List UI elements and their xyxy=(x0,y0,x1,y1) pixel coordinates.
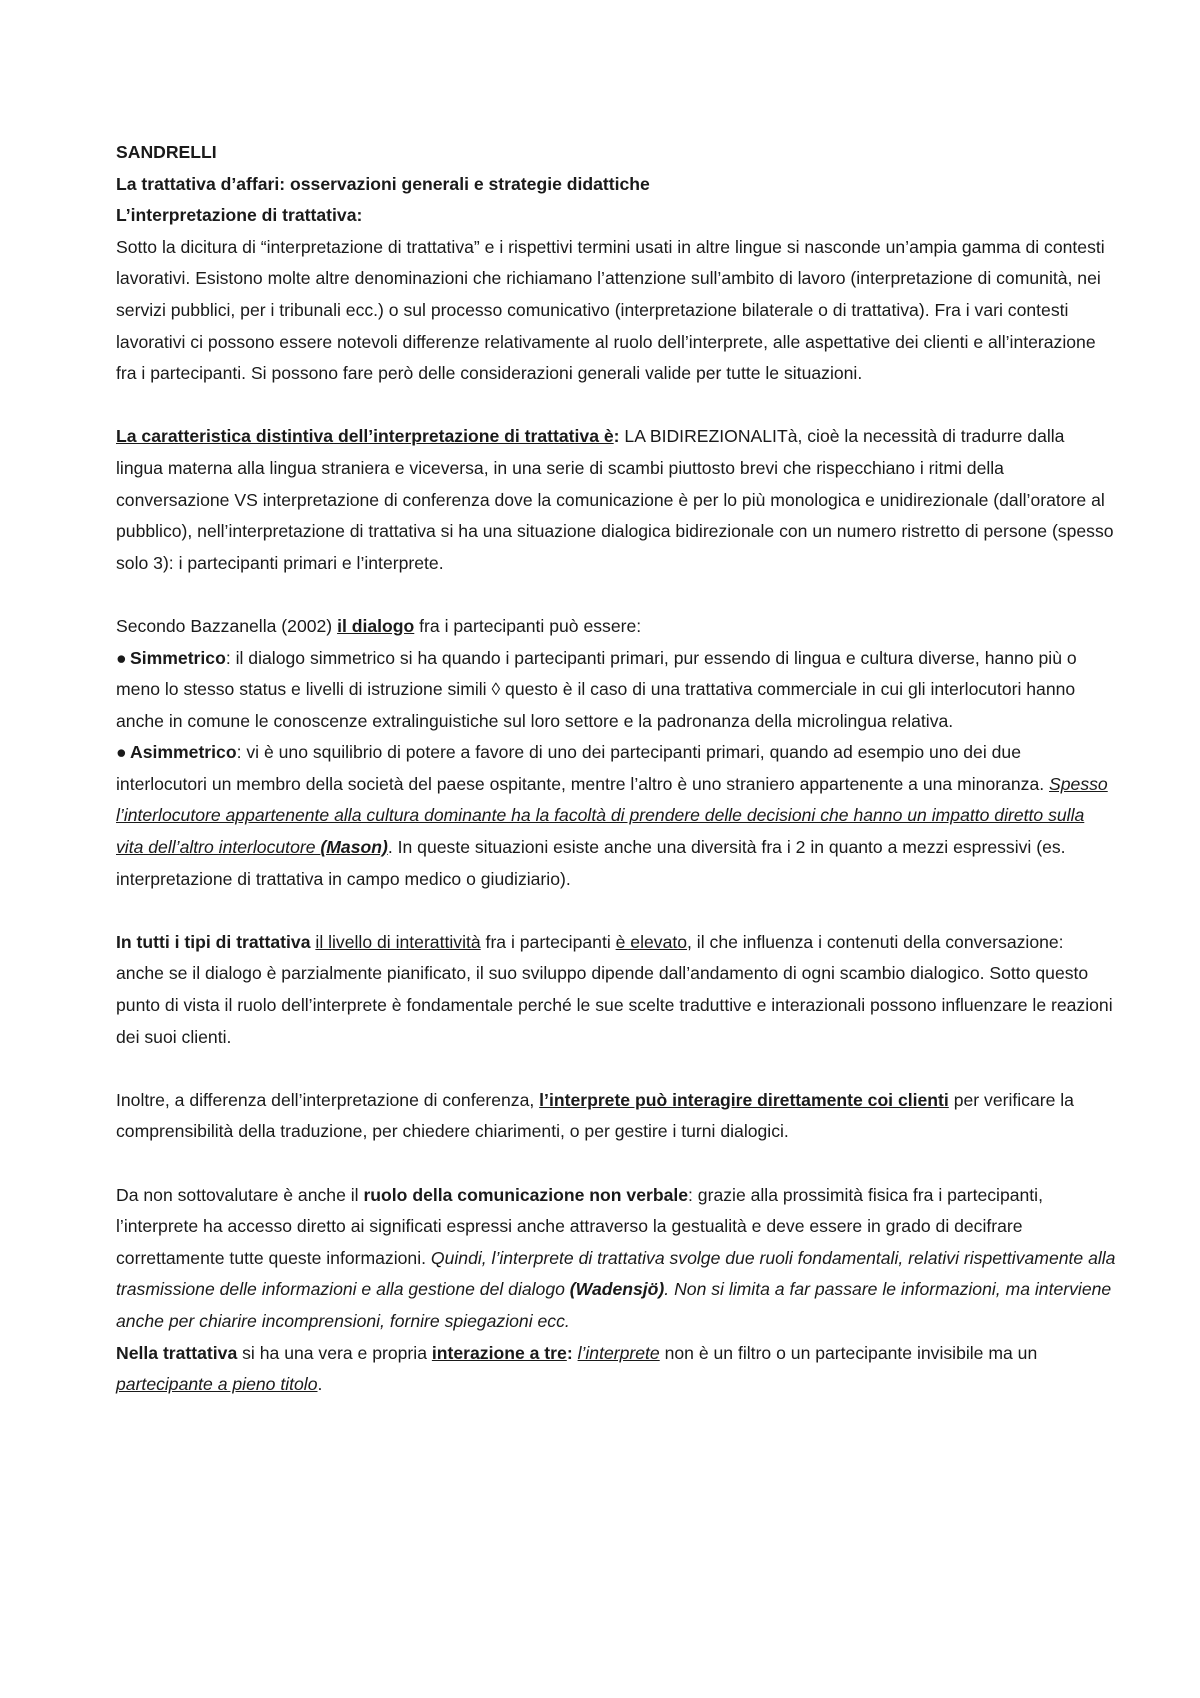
spacer xyxy=(116,390,1116,422)
paragraph-dialogue-types: Secondo Bazzanella (2002) il dialogo fra i partecipanti può essere: xyxy=(116,615,642,636)
bullet-asymmetric: ● Asimmetrico: vi è uno squilibrio di potere a favore di uno dei partecipanti primari, quando ad esempio uno dei due interlocutori un membro della società del paese ospitante, mentre l’altro è uno straniero appartenente a una minoranza. Spesso l’interlocutore appartenente alla cultura dominante ha la facoltà di prendere delle decisioni che hanno un impatto diretto sulla vita dell’altro interlocutore (Mason). In queste situazioni esiste anche una diversità fra i 2 in quanto a mezzi espressivi (es. interpretazione di trattativa in campo medico o giudiziario). xyxy=(116,737,1116,895)
bullet-icon: ● xyxy=(116,742,127,763)
spacer xyxy=(116,1053,1116,1085)
bullet-symmetric: ● Simmetrico: il dialogo simmetrico si ha quando i partecipanti primari, pur essendo di lingua e cultura diverse, hanno più o meno lo stesso status e livelli di istruzione simili ◊ questo è il caso di una trattativa commerciale in cui gli interlocutori hanno anche in comune le conoscenze extralinguistiche sul loro settore e la padronanza della microlingua relativa. xyxy=(116,643,1116,738)
spacer xyxy=(116,1148,1116,1180)
bullet-icon: ● xyxy=(116,647,127,668)
paragraph-direct-interaction: Inoltre, a differenza dell’interpretazione di conferenza, l’interprete può interagire direttamente coi clienti per verificare la comprensibilità della traduzione, per chiedere chiarimenti, o per gestire i turni dialogici. xyxy=(116,1089,1074,1142)
author-heading: SANDRELLI xyxy=(116,142,217,162)
document-title: La trattativa d’affari: osservazioni generali e strategie didattiche xyxy=(116,173,650,194)
spacer xyxy=(116,895,1116,927)
paragraph-bidirectionality: La caratteristica distintiva dell’interpretazione di trattativa è: LA BIDIREZIONALITà, cioè la necessità di tradurre dalla lingua materna alla lingua straniera e viceversa, in una serie di scambi piuttosto brevi che rispecchiano i ritmi della conversazione VS interpretazione di conferenza dove la comunicazione è per lo più monologica e unidirezionale (dall’oratore al pubblico), nell’interpretazione di trattativa si ha una situazione dialogica bidirezionale con un numero ristretto di persone (spesso solo 3): i partecipanti primari e l’interprete. xyxy=(116,426,1114,573)
document-page xyxy=(116,137,1116,1401)
paragraph-three-way: Nella trattativa si ha una vera e propria interazione a tre: l’interprete non è un filtro o un partecipante invisibile ma un partecipante a pieno titolo. xyxy=(116,1342,1038,1395)
paragraph-nonverbal: Da non sottovalutare è anche il ruolo della comunicazione non verbale: grazie alla prossimità fisica fra i partecipanti, l’interprete ha accesso diretto ai significati espressi anche attraverso la gestualità e deve essere in grado di decifrare correttamente tutte queste informazioni. Quindi, l’interprete di trattativa svolge due ruoli fondamentali, relativi rispettivamente alla trasmissione delle informazioni e alla gestione del dialogo (Wadensjö). Non si limita a far passare le informazioni, ma interviene anche per chiarire incomprensioni, fornire spiegazioni ecc. xyxy=(116,1184,1116,1331)
section-heading: L’interpretazione di trattativa: xyxy=(116,205,363,226)
spacer xyxy=(116,579,1116,611)
paragraph-intro: Sotto la dicitura di “interpretazione di trattativa” e i rispettivi termini usati in altre lingue si nasconde un’ampia gamma di contesti lavorativi. Esistono molte altre denominazioni che richiamano l’attenzione sull’ambito di lavoro (interpretazione di comunità, nei servizi pubblici, per i tribunali ecc.) o sul processo comunicativo (interpretazione bilaterale o di trattativa). Fra i vari contesti lavorativi ci possono essere notevoli differenze relativamente al ruolo dell’interprete, alle aspettative dei clienti e all’interazione fra i partecipanti. Si possono fare però delle considerazioni generali valide per tutte le situazioni. xyxy=(116,236,1105,384)
paragraph-interactivity: In tutti i tipi di trattativa il livello di interattività fra i partecipanti è elevato, il che influenza i contenuti della conversazione: anche se il dialogo è parzialmente pianificato, il suo sviluppo dipende dall’andamento di ogni scambio dialogico. Sotto questo punto di vista il ruolo dell’interprete è fondamentale perché le sue scelte traduttive e interazionali possono influenzare le reazioni dei suoi clienti. xyxy=(116,931,1113,1047)
